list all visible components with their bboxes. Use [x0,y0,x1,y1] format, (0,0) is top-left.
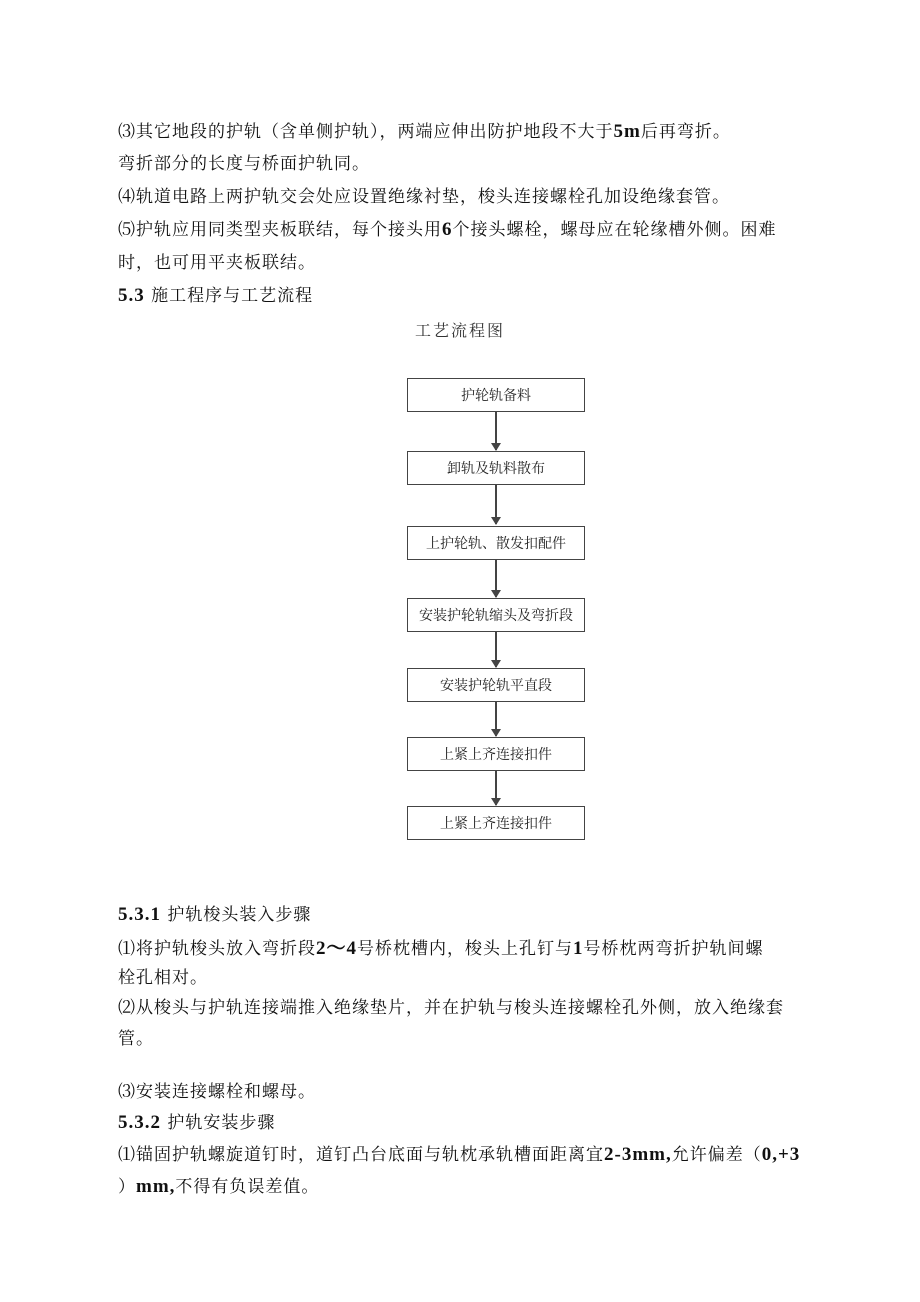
section-number: 5.3.2 [118,1112,161,1133]
paragraph-text: 个接头螺栓，螺母应在轮缘槽外侧。困难 [452,220,777,240]
flowchart-step-3: 上护轮轨、散发扣配件 [407,526,585,560]
paragraph-5-line-1 [118,213,878,247]
section-title: 护轨安装步骤 [167,1113,276,1133]
install-step-1-line-1 [118,1138,878,1172]
flowchart-step-2: 卸轨及轨料散布 [407,451,585,485]
paragraph-number: mm, [136,1176,176,1197]
paragraph-number: 1 [573,938,584,959]
section-heading-5-3-1 [118,898,878,932]
paragraph-number: 2-3mm, [604,1144,672,1165]
flowchart-step-7: 上紧上齐连接扣件 [407,806,585,840]
paragraph-3-line-2: 弯折部分的长度与桥面护轨同。 [118,154,370,174]
flowchart-step-6: 上紧上齐连接扣件 [407,737,585,771]
step-2-line-2: 管。 [118,1029,154,1049]
section-number: 5.3 [118,285,145,306]
flowchart-arrow [495,560,497,597]
paragraph-number: 0,+3 [761,1144,801,1165]
paragraph-number: 6 [442,219,453,240]
install-step-1-line-2 [118,1170,878,1204]
paragraph-text: 号桥枕两弯折护轨间螺 [583,939,764,959]
paragraph-text: 允许偏差（ [671,1145,762,1165]
section-heading-5-3-2 [118,1106,878,1140]
flowchart-step-5: 安装护轮轨平直段 [407,668,585,702]
paragraph-number: 5m [613,121,641,142]
flowchart-title: 工艺流程图 [414,321,505,340]
paragraph-text: ⑸护轨应用同类型夹板联结，每个接头用 [118,220,442,240]
flowchart-step-4: 安装护轮轨缩头及弯折段 [407,598,585,632]
paragraph-3-line-1 [118,115,878,149]
step-3: ⑶安装连接螺栓和螺母。 [118,1082,316,1102]
paragraph-4: ⑷轨道电路上两护轨交会处应设置绝缘衬垫，梭头连接螺栓孔加设绝缘套管。 [118,187,730,207]
paragraph-text: ⑴将护轨梭头放入弯折段 [118,939,316,959]
paragraph-number: 2～4 [316,938,358,959]
paragraph-text: ） [118,1177,136,1197]
paragraph-text: 后再弯折。 [640,122,731,142]
step-1-line-2: 栓孔相对。 [118,968,208,988]
paragraph-text: 不得有负误差值。 [175,1177,320,1197]
paragraph-5-line-2: 时，也可用平夹板联结。 [118,253,316,273]
flowchart-arrow [495,702,497,736]
flowchart-arrow [495,771,497,805]
section-title: 护轨梭头装入步骤 [167,905,312,925]
paragraph-text: ⑶其它地段的护轨（含单侧护轨），两端应伸出防护地段不大于 [118,122,614,142]
flowchart-step-1: 护轮轨备料 [407,378,585,412]
flowchart-arrow [495,412,497,450]
flowchart-arrow [495,632,497,667]
flowchart-arrow [495,485,497,524]
section-number: 5.3.1 [118,904,161,925]
paragraph-text: ⑴锚固护轨螺旋道钉时，道钉凸台底面与轨枕承轨槽面距离宜 [118,1145,604,1165]
step-2-line-1: ⑵从梭头与护轨连接端推入绝缘垫片，并在护轨与梭头连接螺栓孔外侧，放入绝缘套 [118,998,784,1018]
section-title: 施工程序与工艺流程 [151,286,314,306]
section-heading-5-3 [118,279,878,313]
paragraph-text: 号桥枕槽内，梭头上孔钉与 [357,939,574,959]
